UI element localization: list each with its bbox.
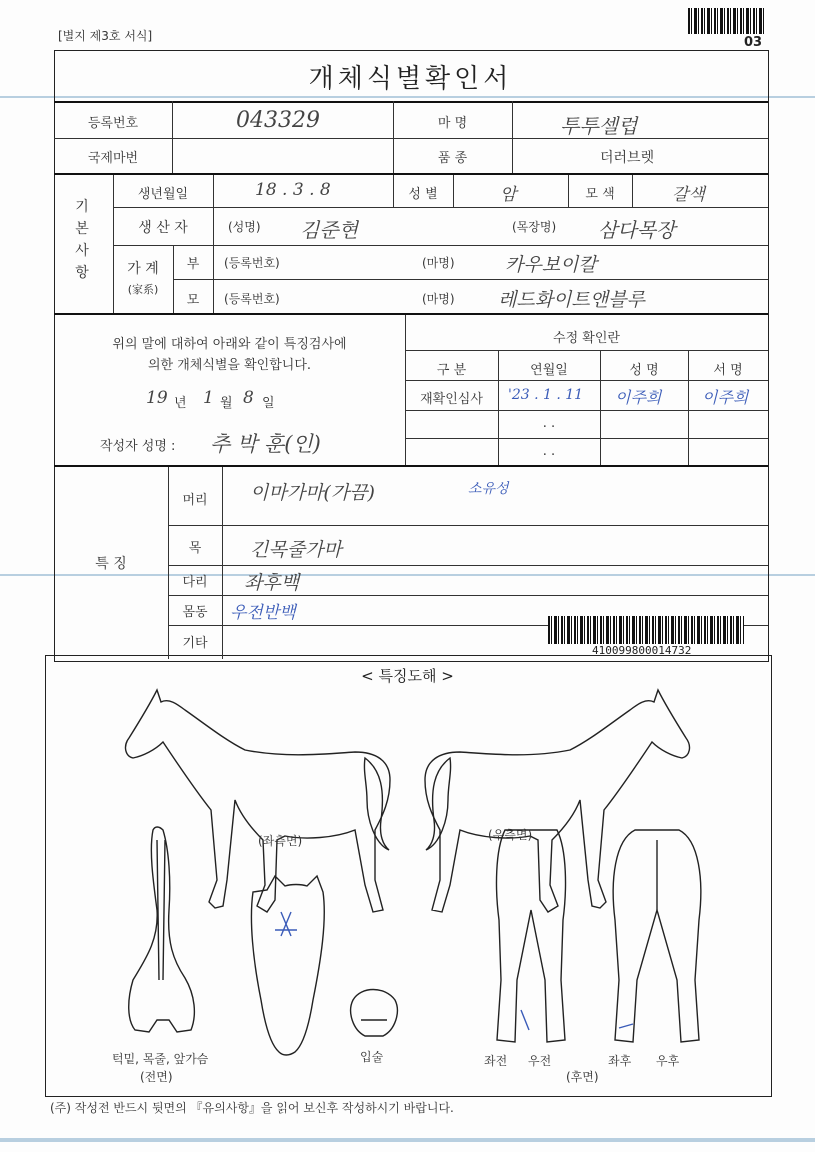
revision-row3-date: . .	[542, 444, 556, 459]
diagram-title: < 특징도해 >	[361, 667, 454, 685]
sticker-barcode	[548, 616, 744, 644]
head-value: 이마가마(가끔)	[250, 482, 375, 504]
rear-right-label: 우후	[656, 1054, 680, 1068]
page-number: 03	[744, 35, 763, 50]
head-label: 머리	[182, 493, 208, 508]
birth-label: 생년월일	[137, 187, 189, 202]
statement-line2: 의한 개체식별을 확인합니다.	[147, 358, 312, 373]
front-legs-outline	[497, 830, 566, 1042]
signer-value: 추 박 훈(인)	[210, 432, 321, 456]
revision-row1-type: 재확인심사	[420, 392, 483, 407]
throat-chest-outline	[129, 827, 195, 1032]
body-value: 우전반백	[230, 603, 296, 623]
basic-side-label: 기본사항	[75, 199, 89, 281]
legs-value: 좌후백	[244, 572, 300, 594]
features-side-label: 특 징	[95, 556, 127, 572]
front-right-label: 우전	[528, 1054, 552, 1068]
dam-name-label: (마명)	[422, 292, 455, 306]
date-year: 19	[146, 388, 168, 408]
legs-label: 다리	[182, 575, 208, 590]
sex-label: 성 별	[408, 187, 438, 202]
reg-no-value: 043329	[236, 108, 320, 133]
owner-name-value: 김준현	[300, 218, 358, 242]
revision-col-name: 성 명	[629, 363, 659, 378]
right-side-label: (우측면)	[488, 828, 533, 842]
head-note: 소유성	[468, 481, 509, 497]
sire-label: 부	[186, 257, 200, 272]
barcode-number: 410099800014732	[592, 644, 692, 657]
revision-row1-date: '23 . 1 . 11	[508, 387, 584, 403]
right-side-horse-outline	[425, 690, 689, 912]
birth-value: 18 . 3 . 8	[255, 180, 331, 200]
pedigree-label: 가 계	[127, 261, 159, 277]
date-year-unit: 년	[174, 396, 187, 411]
left-side-label: (좌측면)	[258, 834, 303, 848]
neck-value: 긴목줄가마	[250, 539, 342, 561]
rear-legs-outline	[613, 830, 701, 1042]
name-value: 투투셀럽	[560, 114, 638, 138]
form-label: [별지 제3호 서식]	[58, 29, 153, 43]
revision-title: 수정 확인란	[553, 331, 620, 346]
owner-name-label: (성명)	[228, 220, 261, 234]
revision-col-type: 구 분	[436, 363, 467, 378]
intl-no-label: 국제마번	[87, 151, 139, 166]
revision-row1-name: 이주희	[615, 388, 662, 407]
revision-col-date: 연월일	[530, 363, 568, 378]
sex-value: 암	[500, 185, 517, 205]
reg-no-label: 등록번호	[87, 116, 139, 131]
producer-label: 생 산 자	[138, 220, 188, 236]
name-label: 마 명	[437, 116, 468, 131]
top-barcode	[688, 8, 766, 34]
page-title: 개체식별확인서	[308, 64, 513, 94]
pedigree-hanja: (家系)	[127, 283, 159, 296]
front-label: (전면)	[140, 1070, 173, 1084]
neck-label: 목	[188, 541, 202, 556]
date-month-unit: 월	[220, 396, 233, 411]
left-side-horse-tail	[364, 758, 389, 850]
other-label: 기타	[182, 636, 208, 651]
dam-label: 모	[186, 293, 200, 308]
sire-name-label: (마명)	[422, 256, 455, 270]
farm-label: (목장명)	[512, 220, 557, 234]
date-day: 8	[243, 388, 254, 408]
statement-line1: 위의 말에 대하여 아래와 같이 특징검사에	[112, 337, 347, 352]
rear-left-label: 좌후	[608, 1054, 632, 1068]
revision-row1-sign: 이주희	[702, 388, 749, 407]
footer-note: (주) 작성전 반드시 뒷면의 『유의사항』을 읽어 보신후 작성하시기 바랍니다.	[50, 1101, 454, 1115]
date-month: 1	[203, 388, 214, 408]
breed-label: 품 종	[437, 151, 468, 166]
horse-diagram	[45, 680, 770, 1092]
signer-label: 작성자 성명 :	[100, 439, 176, 454]
scan-line-bottom	[0, 1138, 815, 1142]
dam-value: 레드화이트앤블루	[498, 289, 645, 311]
muzzle-label: 입술	[360, 1050, 384, 1064]
color-value: 갈색	[672, 185, 705, 205]
date-day-unit: 일	[262, 396, 275, 411]
dam-reg-label: (등록번호)	[224, 292, 280, 306]
sire-reg-label: (등록번호)	[224, 256, 280, 270]
revision-row2-date: . .	[542, 416, 556, 431]
left-side-horse-outline	[126, 690, 390, 912]
throat-label: 턱밑, 목줄, 앞가슴	[112, 1052, 209, 1066]
revision-col-sign: 서 명	[713, 363, 743, 378]
color-label: 모 색	[585, 187, 615, 202]
breed-value: 더러브렛	[600, 150, 655, 166]
rear-label: (후면)	[566, 1070, 599, 1084]
muzzle-outline	[351, 990, 398, 1037]
front-left-label: 좌전	[484, 1054, 508, 1068]
head-front-outline	[251, 876, 324, 1055]
farm-value: 삼다목장	[598, 218, 676, 242]
body-label: 몸동	[182, 605, 208, 620]
sire-value: 카우보이칼	[505, 254, 597, 276]
